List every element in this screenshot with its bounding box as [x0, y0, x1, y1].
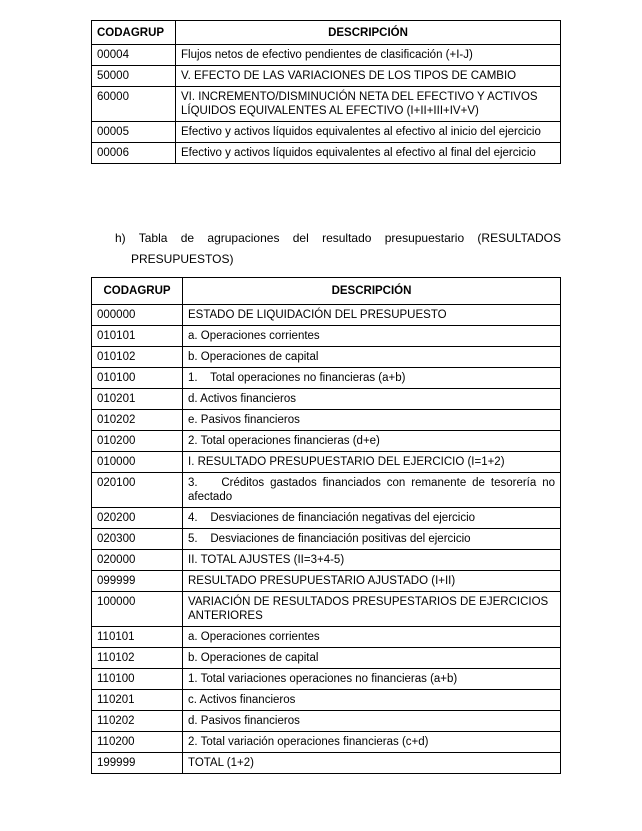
table-row	[92, 753, 561, 774]
code-cell: 020100	[92, 473, 183, 508]
code-cell: 60000	[92, 87, 176, 122]
section-heading-line1: h) Tabla de agrupaciones del resultado presupuestario (RESULTADOS	[115, 231, 561, 245]
table-row	[92, 627, 561, 648]
code-cell: 010000	[92, 452, 183, 473]
table-row	[92, 473, 561, 508]
code-cell: 00006	[92, 143, 176, 164]
code-cell: 020000	[92, 550, 183, 571]
description-cell: Flujos netos de efectivo pendientes de clasificación (+I-J)	[176, 45, 561, 66]
table-row	[92, 431, 561, 452]
table-row	[92, 410, 561, 431]
codagrup-header: CODAGRUP	[92, 278, 183, 305]
table-row	[92, 143, 561, 164]
codagrup-header: CODAGRUP	[92, 21, 176, 45]
code-cell: 110101	[92, 627, 183, 648]
description-cell: 5. Desviaciones de financiación positivas del ejercicio	[183, 529, 561, 550]
code-cell: 010100	[92, 368, 183, 389]
description-cell: e. Pasivos financieros	[183, 410, 561, 431]
table-row	[92, 550, 561, 571]
section-heading-line2: PRESUPUESTOS)	[131, 252, 234, 266]
description-cell: d. Pasivos financieros	[183, 711, 561, 732]
table-row	[92, 508, 561, 529]
table-row	[92, 45, 561, 66]
code-cell: 00005	[92, 122, 176, 143]
code-cell: 010202	[92, 410, 183, 431]
table-row	[92, 529, 561, 550]
table-row	[92, 592, 561, 627]
description-cell: 2. Total variación operaciones financieras (c+d)	[183, 732, 561, 753]
description-cell: 4. Desviaciones de financiación negativas del ejercicio	[183, 508, 561, 529]
code-cell: 100000	[92, 592, 183, 627]
table-row	[92, 389, 561, 410]
table-row	[92, 87, 561, 122]
code-cell: 199999	[92, 753, 183, 774]
table-row	[92, 571, 561, 592]
code-cell: 50000	[92, 66, 176, 87]
table-row	[92, 122, 561, 143]
table-row	[92, 347, 561, 368]
code-cell: 110201	[92, 690, 183, 711]
code-cell: 010101	[92, 326, 183, 347]
description-cell: a. Operaciones corrientes	[183, 627, 561, 648]
description-cell: c. Activos financieros	[183, 690, 561, 711]
code-cell: 020300	[92, 529, 183, 550]
table-row	[92, 648, 561, 669]
table-row	[92, 305, 561, 326]
budget-result-groupings-table	[91, 277, 561, 774]
code-cell: 110102	[92, 648, 183, 669]
table-row	[92, 66, 561, 87]
table-header-row	[92, 278, 561, 305]
table-header-row	[92, 21, 561, 45]
description-cell: I. RESULTADO PRESUPUESTARIO DEL EJERCICIO (I=1+2)	[183, 452, 561, 473]
table-row	[92, 690, 561, 711]
description-cell: 1. Total operaciones no financieras (a+b)	[183, 368, 561, 389]
description-cell: II. TOTAL AJUSTES (II=3+4-5)	[183, 550, 561, 571]
code-cell: 110200	[92, 732, 183, 753]
table-row	[92, 711, 561, 732]
description-cell: TOTAL (1+2)	[183, 753, 561, 774]
description-cell: V. EFECTO DE LAS VARIACIONES DE LOS TIPOS DE CAMBIO	[176, 66, 561, 87]
description-cell: b. Operaciones de capital	[183, 648, 561, 669]
table-row	[92, 732, 561, 753]
description-cell: d. Activos financieros	[183, 389, 561, 410]
description-cell: ESTADO DE LIQUIDACIÓN DEL PRESUPUESTO	[183, 305, 561, 326]
code-cell: 010102	[92, 347, 183, 368]
table-row	[92, 452, 561, 473]
description-cell: VI. INCREMENTO/DISMINUCIÓN NETA DEL EFECTIVO Y ACTIVOS LÍQUIDOS EQUIVALENTES AL EFECTIVO (I+II+III+IV+V)	[176, 87, 561, 122]
description-cell: Efectivo y activos líquidos equivalentes al efectivo al inicio del ejercicio	[176, 122, 561, 143]
code-cell: 110202	[92, 711, 183, 732]
code-cell: 000000	[92, 305, 183, 326]
section-heading	[115, 228, 561, 270]
description-cell: RESULTADO PRESUPUESTARIO AJUSTADO (I+II)	[183, 571, 561, 592]
description-cell: 1. Total variaciones operaciones no financieras (a+b)	[183, 669, 561, 690]
code-cell: 010200	[92, 431, 183, 452]
description-cell: 3. Créditos gastados financiados con remanente de tesorería no afectado	[183, 473, 561, 508]
code-cell: 099999	[92, 571, 183, 592]
descripcion-header: DESCRIPCIÓN	[183, 278, 561, 305]
table-row	[92, 326, 561, 347]
code-cell: 110100	[92, 669, 183, 690]
description-cell: VARIACIÓN DE RESULTADOS PRESUPESTARIOS DE EJERCICIOS ANTERIORES	[183, 592, 561, 627]
cash-flow-groupings-table	[91, 20, 561, 164]
descripcion-header: DESCRIPCIÓN	[176, 21, 561, 45]
description-cell: 2. Total operaciones financieras (d+e)	[183, 431, 561, 452]
code-cell: 00004	[92, 45, 176, 66]
description-cell: b. Operaciones de capital	[183, 347, 561, 368]
table-row	[92, 669, 561, 690]
code-cell: 010201	[92, 389, 183, 410]
code-cell: 020200	[92, 508, 183, 529]
description-cell: Efectivo y activos líquidos equivalentes al efectivo al final del ejercicio	[176, 143, 561, 164]
description-cell: a. Operaciones corrientes	[183, 326, 561, 347]
table-row	[92, 368, 561, 389]
